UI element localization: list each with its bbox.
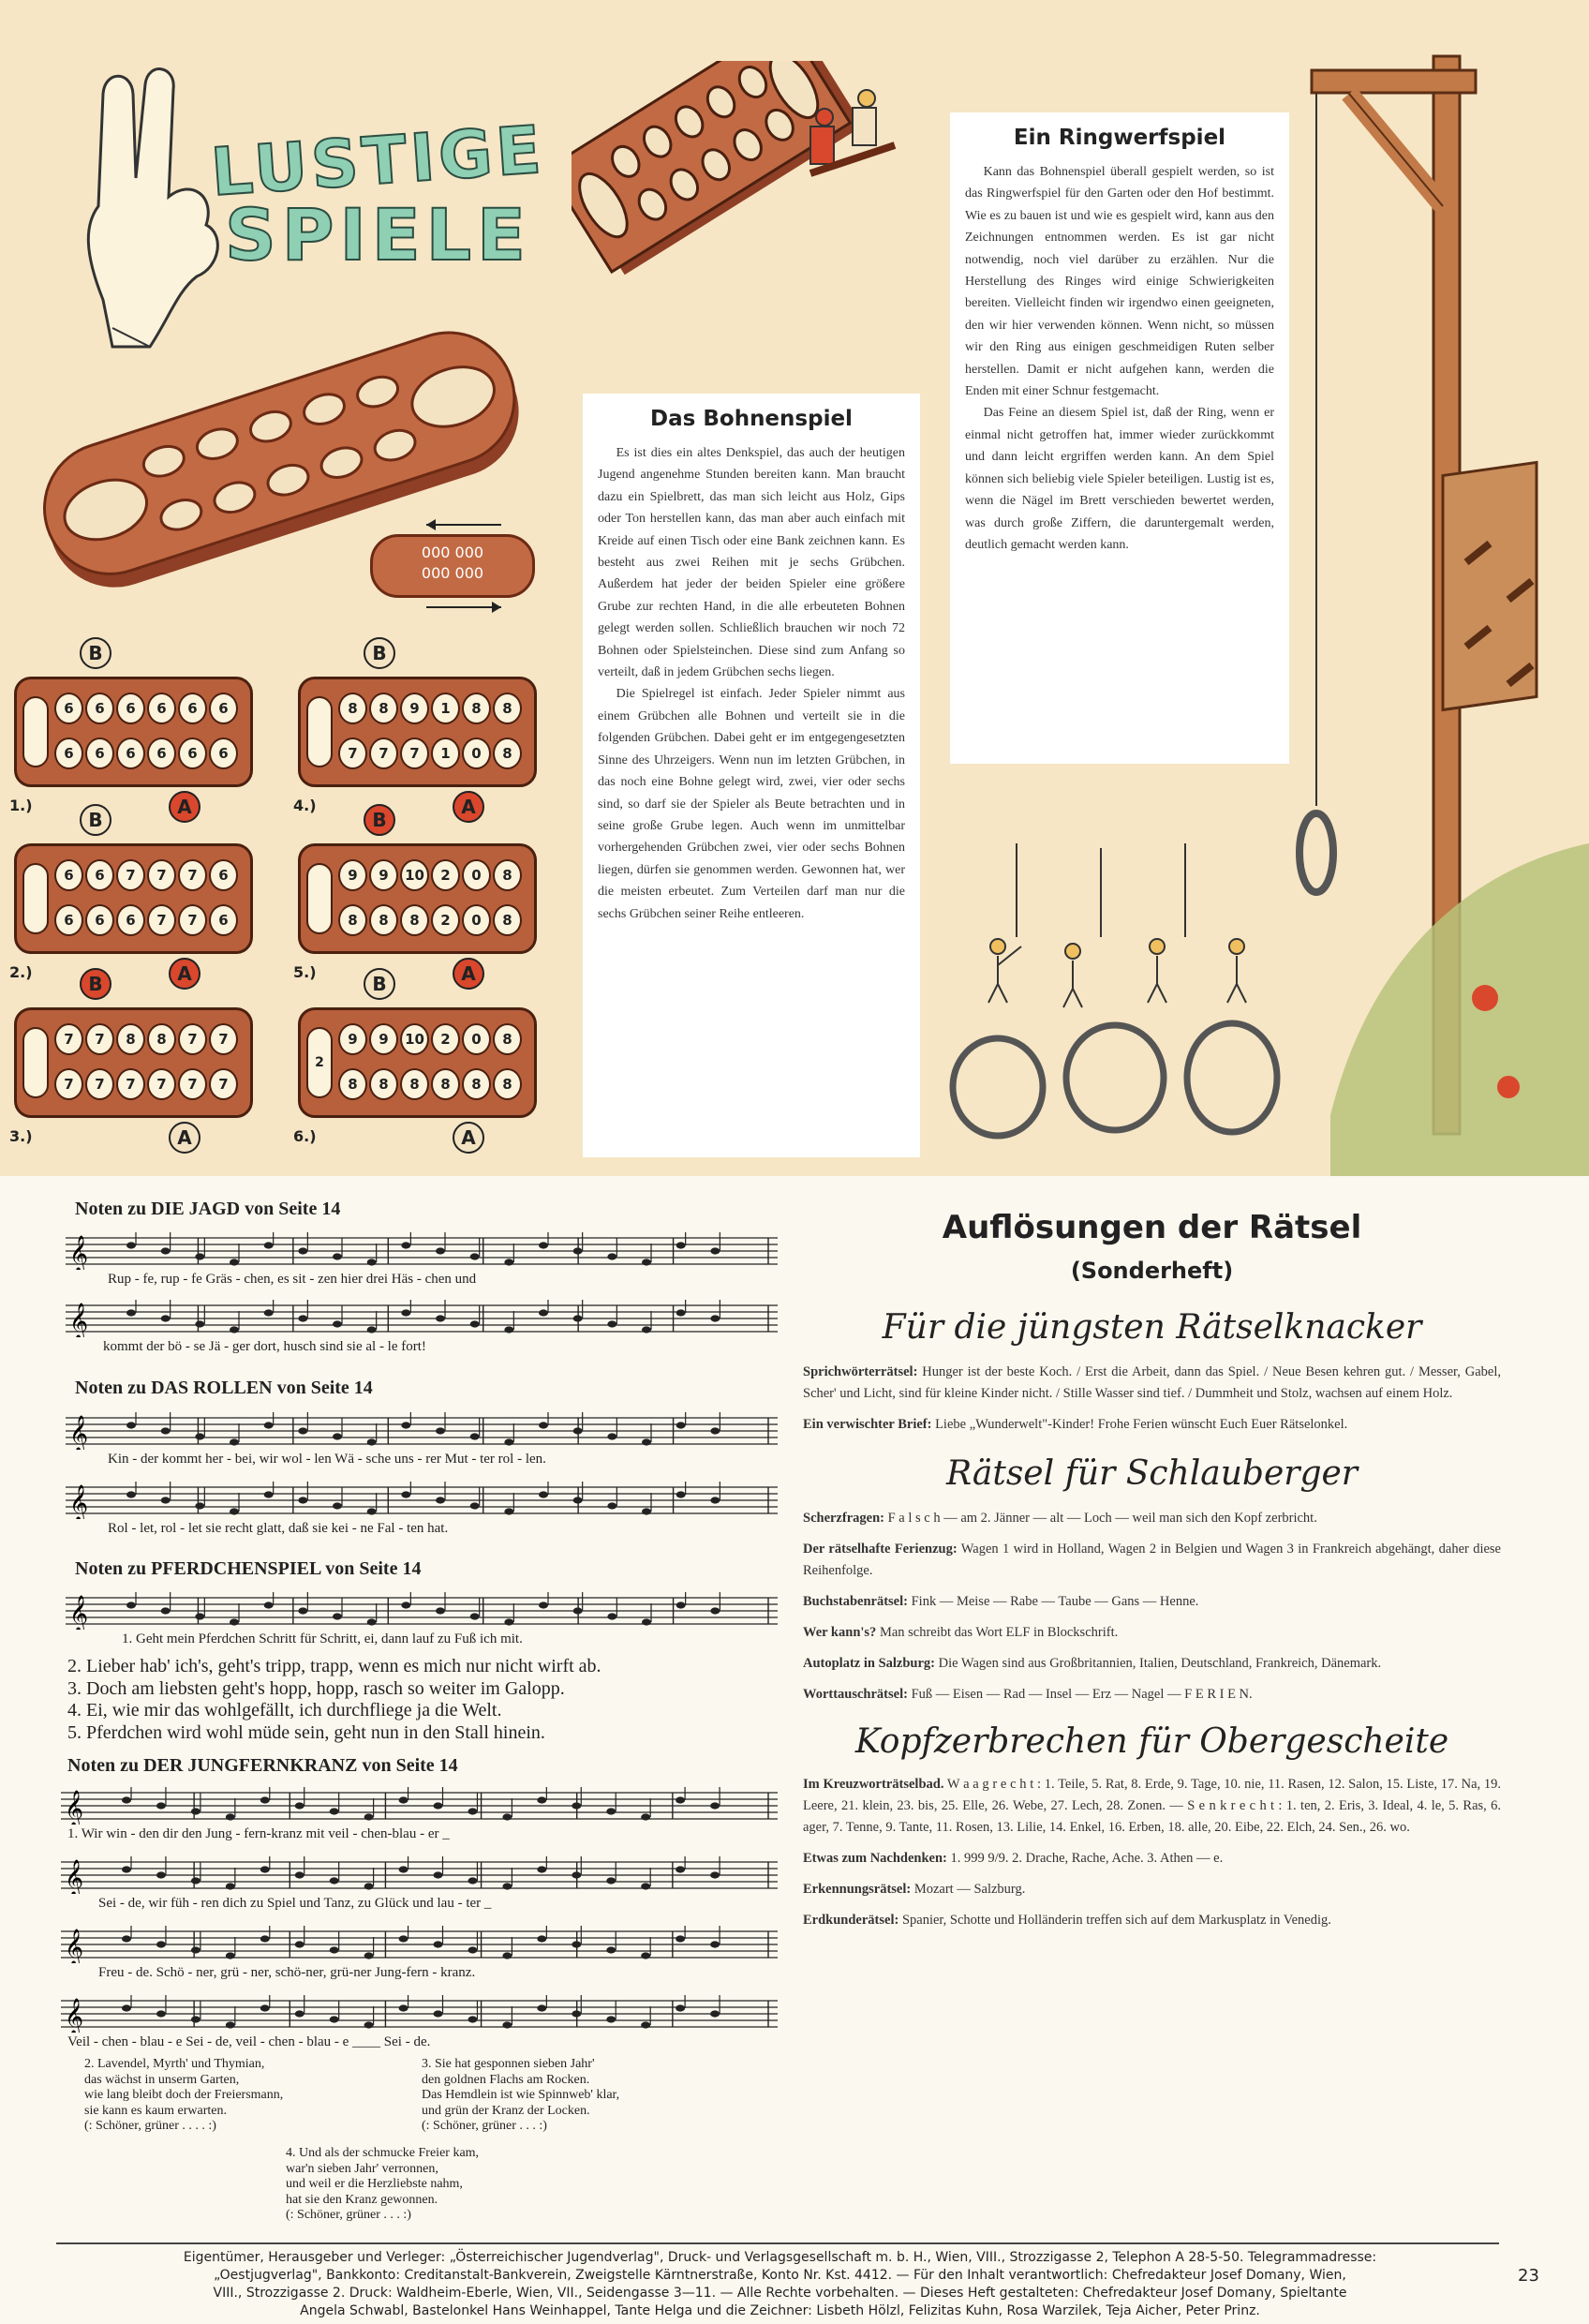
pit: 7 [116, 859, 145, 891]
board-row [54, 904, 242, 940]
imprint-footer [56, 2249, 1504, 2320]
board-state [298, 1007, 537, 1118]
ringwerfspiel-paragraph-2: Das Feine an diesem Spiel ist, daß der Ring, wenn er einmal nicht getroffen hat, immer wieder zurückkommt und dann leicht ergriffen werden kann. An dem Spiel können sich beliebig viele Spieler beteiligen. Lustig ist es, wenn die Nägel im Brett verschieden bewertet werden, was durch große Ziffern, die daruntergemalt werden, deutlich gemacht werden kann. [965, 406, 1274, 552]
pit: 7 [178, 1068, 207, 1100]
verse-line: hat sie den Kranz gewonnen. [286, 2192, 438, 2207]
pferdchen-lyric-1: 1. Geht mein Pferdchen Schritt für Schritt, ei, dann lauf zu Fuß ich mit. [122, 1631, 523, 1646]
pit: 9 [369, 859, 398, 891]
jungfernkranz-verse-3 [422, 2057, 619, 2135]
pit: 8 [338, 1068, 367, 1100]
rollen-staff-1 [66, 1412, 778, 1450]
pit: 9 [400, 693, 429, 724]
verse-line: das wächst in unserm Garten, [84, 2072, 240, 2087]
bohnenspiel-paragraph-1: Es ist dies ein altes Denkspiel, das auch der heutigen Jugend angenehme Stunden bereiten kann. Man braucht dazu ein Spielbrett, das man sich leicht aus Holz, Gips oder Ton herstellen kann, das man aber auch einfach mit Kreide auf einen Tisch oder eine Bank zeichnen kann. Es besteht aus zwei Reihen mit je sechs Grübchen. Außerdem hat jeder der beiden Spieler eine größere Grube zur rechten Hand, in die alle erbeuteten Bohnen gelegt werden sollen. Schließlich brauchen wir noch 72 Bohnen oder Spielsteinchen. Diese sind zum Anfang so verteilt, daß in jedem Grübchen sechs liegen. [598, 446, 905, 680]
board-row [54, 693, 242, 728]
svg-text:𝄞: 𝄞 [65, 1790, 84, 1825]
pit: 8 [493, 693, 522, 724]
answers-title: Auflösungen der Rätsel [942, 1209, 1362, 1246]
answer-label: Im Kreuzworträtselbad. [803, 1777, 944, 1792]
answer-label: Sprichwörterrätsel: [803, 1364, 918, 1379]
board-row [338, 693, 526, 728]
ringwerfspiel-heading: Ein Ringwerfspiel [1013, 126, 1226, 150]
board-row [54, 1023, 242, 1059]
bean-board-and-players-illustration [572, 61, 928, 370]
answer-text: Die Wagen sind aus Großbritannien, Italien, Deutschland, Frankreich, Dänemark. [935, 1656, 1382, 1671]
store-pit [306, 863, 333, 934]
arrows-icon [398, 514, 529, 617]
board-step-number: 4.) [293, 797, 317, 814]
pit: 9 [369, 1023, 398, 1055]
verse-line: und grün der Kranz der Locken. [422, 2103, 590, 2118]
answers-section [803, 1209, 1501, 1941]
board-row [338, 1023, 526, 1059]
player-b-label: B [364, 637, 395, 669]
jungfernkranz-staff-1 [61, 1787, 778, 1825]
answer-label: Erdkunderätsel: [803, 1913, 899, 1928]
pit: 7 [209, 1068, 238, 1100]
jungfernkranz-lyric-2: Sei - de, wir füh - ren dich zu Spiel und Tanz, zu Glück und lau - ter _ [98, 1896, 492, 1911]
board-state [14, 677, 253, 787]
answer-item [803, 1653, 1501, 1675]
pit: 8 [493, 859, 522, 891]
answer-item [803, 1910, 1501, 1931]
jungfernkranz-staff-3 [61, 1926, 778, 1963]
player-a-label: A [453, 1122, 484, 1154]
store-pit: 2 [306, 1027, 333, 1098]
store-pit [22, 1027, 49, 1098]
imprint-line-3: VIII., Strozzigasse 2. Druck: Waldheim-Eberle, Wien, VII., Seidengasse 3—11. — Alle Rechte vorbehalten. — Dieses Heft gestalteten: Chefredakteur Josef Domany, Spieltante [213, 2286, 1347, 2301]
bohnenspiel-article [583, 394, 920, 1157]
jagd-staff-1 [66, 1232, 778, 1270]
answer-label: Etwas zum Nachdenken: [803, 1851, 947, 1866]
jagd-title: Noten zu DIE JAGD von Seite 14 [75, 1199, 341, 1219]
answer-item [803, 1774, 1501, 1839]
verse-line: Das Hemdlein ist wie Spinnweb' klar, [422, 2088, 620, 2102]
pit: 8 [493, 1068, 522, 1100]
store-pit [22, 696, 49, 767]
pit: 8 [400, 1068, 429, 1100]
pit: 2 [431, 1023, 460, 1055]
store-pit [22, 863, 49, 934]
board-state [14, 843, 253, 954]
jungfernkranz-staff-4 [61, 1995, 778, 2033]
answer-item [803, 1879, 1501, 1900]
answer-text: W a a g r e c h t : 1. Teile, 5. Rat, 8. Erde, 9. Tage, 10. nie, 11. Rasen, 12. Salon, 15. Liste, 17. Na, 19. Leere, 21. klein, 23. bis, 25. Elle, 26. Webe, 27. Lech, 28. Zonen. — S e n k r e c h t : 1. ten, 2. Eris, 3. Ideal, 4. le, 5. Ras, 6. ager, 7. Tenne, 9. Tante, 11. Rosen, 13. Lilie, 14. Enkel, 16. Erben, 18. alle, 20. Eibe, 22. Elch, 24. Sen., 26. wo. [803, 1777, 1501, 1835]
title-line1: LUSTIGE [208, 111, 547, 212]
verse-line: sie kann es kaum erwarten. [84, 2103, 227, 2118]
verse-line: 4. Und als der schmucke Freier kam, [286, 2146, 480, 2160]
jungfernkranz-title: Noten zu DER JUNGFERNKRANZ von Seite 14 [67, 1755, 458, 1776]
pit: 0 [462, 859, 491, 891]
svg-text:𝄞: 𝄞 [65, 1929, 84, 1963]
player-b-label: B [80, 637, 111, 669]
store-pit [306, 696, 333, 767]
section-heading-schlauberger: Rätsel für Schlauberger [945, 1454, 1359, 1493]
answer-text: Mozart — Salzburg. [911, 1882, 1026, 1897]
board-row [54, 859, 242, 895]
pit: 7 [178, 1023, 207, 1055]
pit: 8 [462, 693, 491, 724]
pit: 6 [116, 904, 145, 936]
pit: 8 [369, 693, 398, 724]
ring-toss-players-and-rings-illustration [942, 825, 1293, 1143]
pit: 8 [369, 1068, 398, 1100]
pit: 6 [54, 737, 83, 769]
answer-item [803, 1362, 1501, 1405]
svg-text:𝄞: 𝄞 [69, 1303, 89, 1337]
board-row [54, 737, 242, 773]
pit: 6 [85, 693, 114, 724]
answer-text: Liebe „Wunderwelt"-Kinder! Frohe Ferien wünscht Euch Euer Rätselonkel. [931, 1417, 1348, 1432]
answer-label: Autoplatz in Salzburg: [803, 1656, 935, 1671]
verse-line: war'n sieben Jahr' verronnen, [286, 2161, 438, 2176]
svg-text:𝄞: 𝄞 [65, 1859, 84, 1894]
pit: 9 [338, 859, 367, 891]
svg-text:𝄞: 𝄞 [69, 1415, 89, 1450]
mini-board-top: 000 000 [421, 544, 484, 561]
svg-text:𝄞: 𝄞 [65, 1998, 84, 2033]
rollen-lyric-2: Rol - let, rol - let sie recht glatt, daß sie kei - ne Fal - ten hat. [108, 1521, 449, 1536]
imprint-line-2: „Oestjugverlag", Bankkonto: Creditanstalt-Bankverein, Zweigstelle Kärntnerstraße, Konto Nr. Kst. 4412. — Für den Inhalt verantwortlich: Chefredakteur Josef Domany, Wien, [214, 2268, 1346, 2283]
imprint-line-4: Angela Schwabl, Bastelonkel Hans Weinhappel, Tante Helga und die Zeichner: Lisbeth Hölzl, Felizitas Kuhn, Rosa Warzilek, Teja Aicher, Peter Prinz. [300, 2303, 1260, 2318]
pit: 6 [54, 904, 83, 936]
pferdchen-verse-3: 3. Doch am liebsten geht's hopp, hopp, rasch so weiter im Galopp. [67, 1677, 565, 1699]
pit: 7 [400, 737, 429, 769]
pit: 6 [147, 737, 176, 769]
pit: 8 [116, 1023, 145, 1055]
pit: 7 [178, 904, 207, 936]
answer-item [803, 1539, 1501, 1582]
jagd-lyric-1: Rup - fe, rup - fe Gräs - chen, es sit - zen hier drei Häs - chen und [108, 1272, 477, 1287]
pit: 7 [85, 1023, 114, 1055]
answer-text: Wagen 1 wird in Holland, Wagen 2 in Belgien und Wagen 3 in Frankreich abgehängt, daher diese Reihenfolge. [803, 1542, 1501, 1578]
svg-text:𝄞: 𝄞 [69, 1235, 89, 1270]
pferdchen-verse-2: 2. Lieber hab' ich's, geht's tripp, trapp, wenn es mich nur nicht wirft ab. [67, 1656, 601, 1676]
pit: 6 [54, 859, 83, 891]
board-state [14, 1007, 253, 1118]
verse-line: (: Schöner, grüner . . . . :) [84, 2119, 216, 2133]
pit: 7 [54, 1068, 83, 1100]
verse-line: (: Schöner, grüner . . . :) [286, 2208, 411, 2222]
jungfernkranz-verse-4 [286, 2146, 479, 2224]
pit: 6 [85, 904, 114, 936]
verse-line: (: Schöner, grüner . . . :) [422, 2119, 547, 2133]
section-heading-obergescheite: Kopfzerbrechen für Obergescheite [854, 1722, 1449, 1761]
answer-text: Man schreibt das Wort ELF in Blockschrift. [876, 1625, 1119, 1640]
answer-item [803, 1508, 1501, 1529]
player-a-label: A [453, 958, 484, 990]
board-step-number: 2.) [9, 963, 33, 981]
pit: 7 [178, 859, 207, 891]
answer-label: Ein verwischter Brief: [803, 1417, 932, 1432]
pit: 8 [338, 904, 367, 936]
answer-label: Wer kann's? [803, 1625, 877, 1640]
pit: 7 [147, 1068, 176, 1100]
pferdchen-verses [67, 1656, 601, 1744]
pit: 0 [462, 737, 491, 769]
pit: 6 [178, 737, 207, 769]
title-block [208, 111, 567, 276]
verse-line: und weil er die Herzliebste nahm, [286, 2177, 463, 2191]
board-state [298, 843, 537, 954]
player-a-label: A [169, 791, 200, 823]
pit: 8 [338, 693, 367, 724]
pit: 7 [116, 1068, 145, 1100]
page-number: 23 [1518, 2266, 1539, 2286]
svg-text:𝄞: 𝄞 [69, 1484, 89, 1519]
pit: 0 [462, 1023, 491, 1055]
pit: 8 [369, 904, 398, 936]
pit: 8 [462, 1068, 491, 1100]
music-section [56, 1195, 787, 2240]
ringwerfspiel-article [950, 112, 1289, 764]
jungfernkranz-lyric-4: Veil - chen - blau - e Sei - de, veil - chen - blau - e ____ Sei - de. [67, 2034, 431, 2049]
verse-line: 3. Sie hat gesponnen sieben Jahr' [422, 2057, 595, 2071]
pit: 1 [431, 737, 460, 769]
answer-label: Scherzfragen: [803, 1511, 884, 1526]
board-step-number: 1.) [9, 797, 33, 814]
pit: 7 [54, 1023, 83, 1055]
player-b-label: B [80, 968, 111, 1000]
pferdchen-verse-4: 4. Ei, wie mir das wohlgefällt, ich durchfliege ja die Welt. [67, 1700, 502, 1721]
pit: 8 [147, 1023, 176, 1055]
answer-text: 1. 999 9/9. 2. Drache, Rache, Ache. 3. Athen — e. [946, 1851, 1224, 1866]
answer-text: Hunger ist der beste Koch. / Erst die Arbeit, dann das Spiel. / Neue Besen kehren gut. / Messer, Gabel, Scher' und Licht, sind für kleine Kinder nicht. / Stille Wasser sind tief. / Dummheit und Stolz, wachsen auf einem Holz. [803, 1364, 1501, 1401]
pferdchen-staff-1 [66, 1592, 778, 1630]
bohnenspiel-paragraph-2: Die Spielregel ist einfach. Jeder Spieler nimmt aus einem Grübchen alle Bohnen und verteilt sie in die folgenden Grübchen. Dabei geht er im entgegengesetzten Sinne des Uhrzeigers. Wenn nun im letzten Grübchen, in das noch eine Bohne gelegt wird, zwei, vier oder sechs sind, so darf sie der Spieler als Beute betrachten und in seine große Grube legen. Auch wenn im unmittelbar vorhergehenden Grübchen zwei, vier oder sechs Bohnen liegen, dürfen sie genommen werden. Gewonnen hat, wer die meisten erbeutet. Zum Verteilen darf man nur die sechs Grübchen seiner Reihe entleeren. [598, 687, 905, 921]
answer-text: Fink — Meise — Rabe — Taube — Gans — Henne. [907, 1594, 1199, 1609]
pit: 6 [178, 693, 207, 724]
answer-text: Spanier, Schotte und Holländerin treffen sich auf dem Markusplatz in Venedig. [898, 1913, 1331, 1928]
pit: 7 [369, 737, 398, 769]
answer-item [803, 1848, 1501, 1870]
player-a-label: A [169, 1122, 200, 1154]
footer-divider [56, 2242, 1499, 2244]
player-b-label: B [364, 968, 395, 1000]
answer-item [803, 1622, 1501, 1644]
answer-text: F a l s c h — am 2. Jänner — alt — Loch — weil man sich den Kopf zerbricht. [884, 1511, 1317, 1526]
pit: 6 [116, 737, 145, 769]
pit: 6 [147, 693, 176, 724]
pit: 7 [85, 1068, 114, 1100]
player-b-label: B [80, 804, 111, 836]
pit: 6 [209, 737, 238, 769]
answer-item [803, 1591, 1501, 1613]
player-b-label: B [364, 804, 395, 836]
pferdchen-verse-5: 5. Pferdchen wird wohl müde sein, geht nun in den Stall hinein. [67, 1721, 545, 1743]
answer-label: Worttauschrätsel: [803, 1687, 908, 1702]
pit: 6 [54, 693, 83, 724]
jungfernkranz-staff-2 [61, 1856, 778, 1894]
rollen-staff-2 [66, 1482, 778, 1519]
answer-label: Erkennungsrätsel: [803, 1882, 912, 1897]
rollen-title: Noten zu DAS ROLLEN von Seite 14 [75, 1378, 373, 1398]
board-state [298, 677, 537, 787]
player-a-label: A [169, 958, 200, 990]
jungfernkranz-lyric-1: 1. Wir win - den dir den Jung - fern-kranz mit veil - chen-blau - er _ [67, 1826, 450, 1841]
mini-board-bottom: 000 000 [421, 564, 484, 582]
verse-line: 2. Lavendel, Myrth' und Thymian, [84, 2057, 265, 2071]
pit: 6 [209, 693, 238, 724]
pit: 6 [209, 859, 238, 891]
verse-line: wie lang bleibt doch der Freiersmann, [84, 2088, 284, 2102]
pit: 6 [209, 904, 238, 936]
pit: 7 [147, 859, 176, 891]
section-heading-juengste: Für die jüngsten Rätselknacker [882, 1308, 1422, 1347]
pit: 6 [85, 737, 114, 769]
answer-label: Der rätselhafte Ferienzug: [803, 1542, 958, 1557]
pit: 7 [338, 737, 367, 769]
jungfernkranz-verse-2 [84, 2057, 283, 2135]
board-step-number: 5.) [293, 963, 317, 981]
ringwerfspiel-paragraph-1: Kann das Bohnenspiel überall gespielt werden, so ist das Ringwerfspiel für den Garten oder den Hof bestimmt. Wie es zu bauen ist und wie es gespielt wird, kann aus den Zeichnungen entnommen werden. Es ist gar nicht notwendig, noch viel darüber zu erzählen. Nur die Herstellung des Ringes wird einige Schwierigkeiten bereiten. Vielleicht finden wir irgendwo einen geeigneten, den wir hier verwenden können. Wenn nicht, so müssen wir den Ring aus einigen geschmeidigen Ruten selber herstellen. Damit er nicht aufgehen kann, werden die Enden mit einer Schnur festgemacht. [965, 165, 1274, 399]
answer-label: Buchstabenrätsel: [803, 1594, 908, 1609]
ring-toss-pole-illustration [1293, 37, 1589, 1176]
jagd-staff-2 [66, 1300, 778, 1337]
pit: 6 [85, 859, 114, 891]
pit: 8 [431, 1068, 460, 1100]
pit: 2 [431, 904, 460, 936]
pit: 8 [400, 904, 429, 936]
pit: 10 [400, 1023, 429, 1055]
pit: 8 [493, 737, 522, 769]
answers-subtitle: (Sonderheft) [1070, 1258, 1234, 1284]
board-row [54, 1068, 242, 1104]
title-line2: SPIELE [225, 193, 531, 276]
svg-text:𝄞: 𝄞 [69, 1595, 89, 1630]
board-step-number: 6.) [293, 1127, 317, 1145]
imprint-line-1: Eigentümer, Herausgeber und Verleger: „Österreichischer Jugendverlag", Druck- und Verlagsgesellschaft m. b. H., Wien, VIII., Strozzigasse 2, Telephon A 28-5-50. Telegrammadresse: [183, 2250, 1377, 2265]
verse-line: den goldnen Flachs am Rocken. [422, 2072, 590, 2087]
pit: 1 [431, 693, 460, 724]
pit: 0 [462, 904, 491, 936]
pit: 7 [209, 1023, 238, 1055]
board-row [338, 859, 526, 895]
board-step-number: 3.) [9, 1127, 33, 1145]
rollen-lyric-1: Kin - der kommt her - bei, wir wol - len Wä - sche uns - rer Mut - ter rol - len. [108, 1452, 546, 1467]
jagd-lyric-2: kommt der bö - se Jä - ger dort, husch sind sie al - le fort! [103, 1339, 426, 1354]
pferdchen-title: Noten zu PFERDCHENSPIEL von Seite 14 [75, 1558, 422, 1579]
board-row [338, 737, 526, 773]
player-a-label: A [453, 791, 484, 823]
jungfernkranz-lyric-3: Freu - de. Schö - ner, grü - ner, schö-ner, grü-ner Jung-fern - kranz. [98, 1965, 476, 1980]
pit: 8 [493, 904, 522, 936]
board-row [338, 1068, 526, 1104]
pit: 9 [338, 1023, 367, 1055]
answer-item [803, 1684, 1501, 1706]
board-row [338, 904, 526, 940]
pit: 6 [116, 693, 145, 724]
pit: 2 [431, 859, 460, 891]
pit: 7 [147, 904, 176, 936]
pit: 10 [400, 859, 429, 891]
pit: 8 [493, 1023, 522, 1055]
bohnenspiel-heading: Das Bohnenspiel [650, 407, 853, 431]
answer-item [803, 1414, 1501, 1436]
answer-text: Fuß — Eisen — Rad — Insel — Erz — Nagel — F E R I E N. [907, 1687, 1253, 1702]
